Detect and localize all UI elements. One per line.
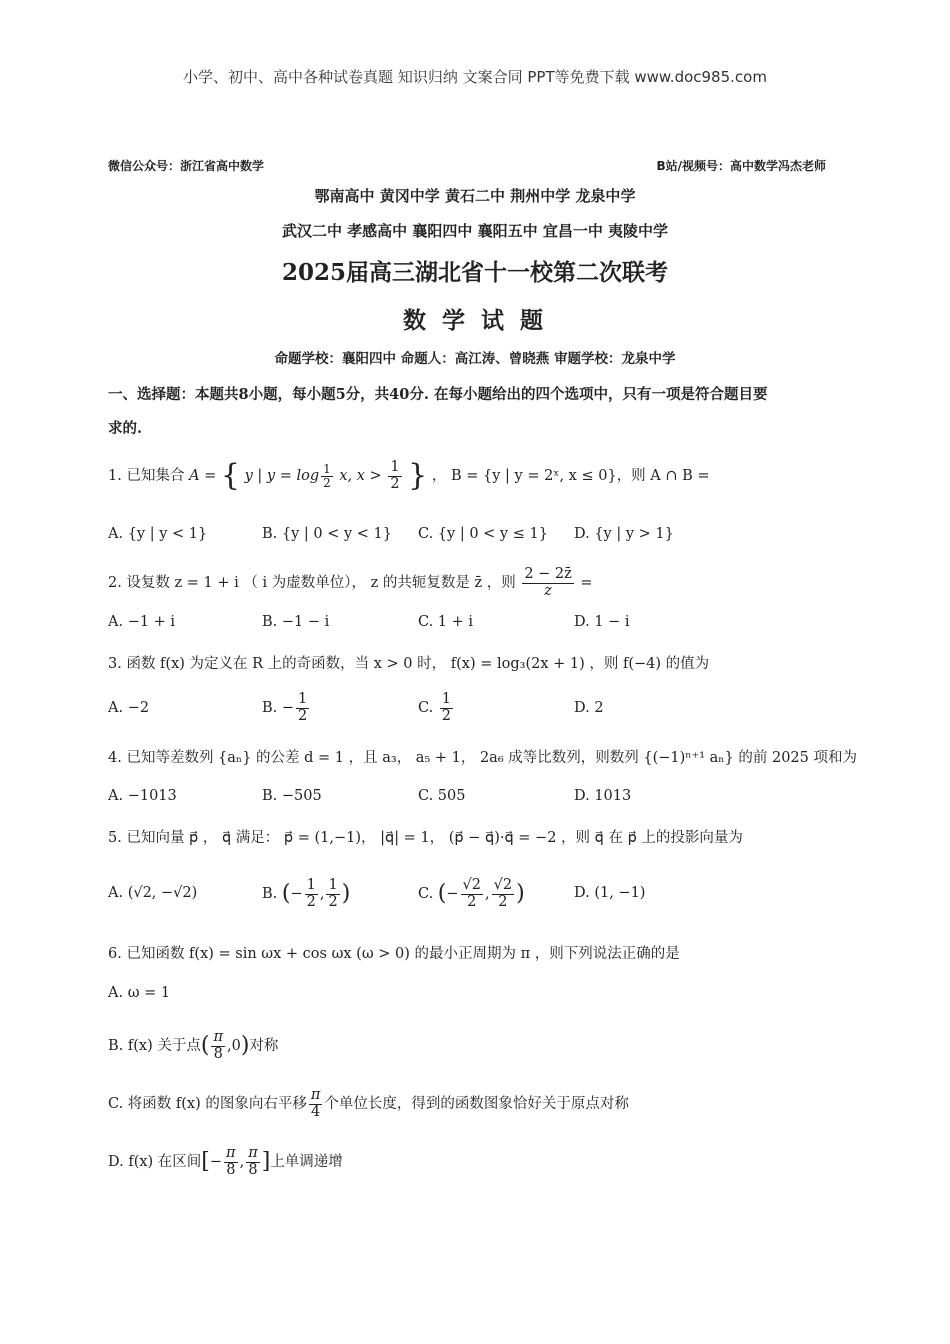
q5-option-a: A. (√2, −√2) [108,885,198,901]
question-4: 4. 已知等差数列 {aₙ} 的公差 d = 1 ，且 a₃， a₅ + 1， 2a₆ 成等比数列，则数列 {(−1)ⁿ⁺¹ aₙ} 的前 2025 项和为 [108,750,857,766]
q5-option-d: D. (1, −1) [574,885,646,901]
q1-option-c: C. {y | 0 < y ≤ 1} [418,526,548,542]
q1-option-b: B. {y | 0 < y < 1} [262,526,392,542]
q2-fraction: $\frac{2 - 2z̄}{z}$ [524,566,572,599]
header-banner: 小学、初中、高中各种试卷真题 知识归纳 文案合同 PPT等免费下载 www.doc985.com [183,68,767,86]
question-3: 3. 函数 f(x) 为定义在 R 上的奇函数，当 x > 0 时， f(x) = log₃(2x + 1) ，则 f(−4) 的值为 [108,656,710,672]
half-fraction: $\frac{1}{2}$ [390,459,400,492]
q4-option-c: C. 505 [418,788,466,804]
schools-line-2: 武汉二中 孝感高中 襄阳四中 襄阳五中 宜昌一中 夷陵中学 [281,222,669,240]
section-heading-line-1: 一、选择题：本题共8小题，每小题5分，共40分. 在每小题给出的四个选项中，只有一项是符合题目要 [108,386,768,403]
q2-option-d: D. 1 − i [574,614,630,630]
subject-title: 数 学 试 题 [402,307,548,334]
q4-option-b: B. −505 [262,788,322,804]
q3-option-a: A. −2 [108,700,150,716]
q3-option-c: C. $\frac{1}{2}$ [418,691,452,724]
bilibili-label: B站/视频号：高中数学冯杰老师 [656,159,826,173]
exam-title: 2025届高三湖北省十一校第二次联考 [281,259,668,286]
q6-option-b: B. f(x) 关于点( $\frac{\pi}{8}$ ,0)对称 [108,1029,279,1062]
q3-option-b: B. − $\frac{1}{2}$ [262,691,308,724]
log-base-fraction: $\frac{1}{2}$ [323,461,331,490]
authors-line: 命题学校：襄阳四中 命题人：高江涛、曾晓燕 审题学校：龙泉中学 [274,351,676,367]
q2-option-a: A. −1 + i [108,614,176,630]
schools-line-1: 鄂南高中 黄冈中学 黄石二中 荆州中学 龙泉中学 [314,187,636,205]
q5-option-c: C. (− $\frac{√2}{2}$ , $\frac{√2}{2}$ ) [418,877,525,910]
q1-option-d: D. {y | y > 1} [574,526,674,542]
wechat-label: 微信公众号：浙江省高中数学 [108,159,265,173]
q2-option-b: B. −1 − i [262,614,330,630]
q6-option-c: C. 将函数 f(x) 的图象向右平移 $\frac{\pi}{4}$ 个单位长度，得到的函数图象恰好关于原点对称 [108,1087,629,1120]
section-heading-line-2: 求的. [108,420,143,437]
question-5: 5. 已知向量 p⃗ ， q⃗ 满足： p⃗ = (1,−1)， |q⃗| = 1， (p⃗ − q⃗)·q⃗ = −2 ，则 q⃗ 在 p⃗ 上的投影向量为 [108,830,743,846]
q6-option-a: A. ω = 1 [108,985,171,1001]
question-2: 2. 设复数 z = 1 + i （ i 为虚数单位）， z 的共轭复数是 z̄ ，则 $\frac{2 - 2z̄}{z}$ = [108,566,593,599]
q5-option-b: B. (− $\frac{1}{2}$ , $\frac{1}{2}$ ) [262,877,351,910]
q1-option-a: A. {y | y < 1} [108,526,208,542]
q4-option-d: D. 1013 [574,788,632,804]
q6-option-d: D. f(x) 在区间[− $\frac{\pi}{8}$ , $\frac{\pi}{8}$ ]上单调递增 [108,1145,343,1178]
q2-option-c: C. 1 + i [418,614,474,630]
question-1: 1. 已知集合 A = { y | y = log $\frac{1}{2}$ x, x > $\frac{1}{2}$ } ， B = {y | y = 2ˣ, x ≤ 0}，则 A ∩ B = [108,458,710,493]
q3-option-d: D. 2 [574,700,604,716]
question-6: 6. 已知函数 f(x) = sin ωx + cos ωx (ω > 0) 的最小正周期为 π ，则下列说法正确的是 [108,946,680,962]
q4-option-a: A. −1013 [108,788,177,804]
